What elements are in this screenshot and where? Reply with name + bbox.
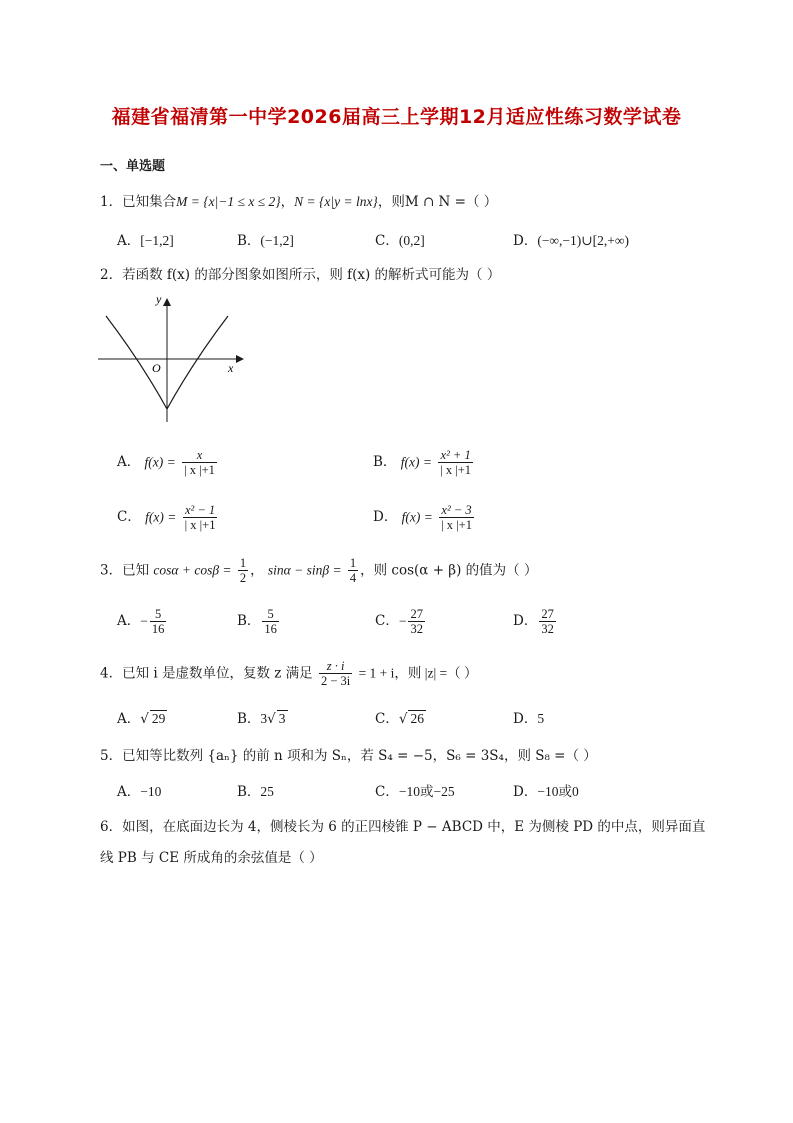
x-label: x <box>228 361 234 375</box>
fraction: $\frac{\text{x² − 1}}{| x |+1}$ <box>184 503 216 533</box>
q1-set-n: N = {x|y = lnx} <box>294 194 378 209</box>
q4-option-a[interactable]: A．√ 29 <box>117 711 166 727</box>
question-2: 2．若函数 f(x) 的部分图象如图所示，则 f(x) 的解析式可能为（ ） <box>100 267 501 283</box>
question-6-line-2: 线 PB 与 CE 所成角的余弦值是（ ） <box>100 850 323 866</box>
q2-option-a[interactable]: A． f(x) = $\frac{x}{| x |+1}$ <box>117 448 215 478</box>
q2-option-b[interactable]: B． f(x) = $\frac{\text{x² + 1}}{| x |+1}$ <box>373 448 472 478</box>
q1-stem: 1．已知集合 <box>100 194 177 210</box>
q3-option-c[interactable]: C．− $\frac{27}{32}$ <box>375 607 423 637</box>
x-axis-arrow <box>236 355 244 363</box>
q5-option-b[interactable]: B．25 <box>237 784 274 800</box>
q1-option-c[interactable]: C．(0,2] <box>375 233 425 249</box>
q4-option-d[interactable]: D．5 <box>513 711 545 727</box>
y-label: y <box>156 292 162 306</box>
fraction: $\frac{\text{x² + 1}}{| x |+1}$ <box>440 448 472 478</box>
q5-option-d[interactable]: D．−10或0 <box>513 784 579 800</box>
question-5: 5．已知等比数列 {aₙ} 的前 n 项和为 Sₙ，若 S₄ = −5，S₆ = 3S₄，则 S₈ =（ ） <box>100 748 597 764</box>
q1-option-d[interactable]: D．(−∞,−1)∪[2,+∞) <box>513 233 629 249</box>
q1-sep: ， <box>280 194 295 210</box>
section-heading: 一、单选题 <box>100 159 166 174</box>
q5-option-c[interactable]: C．−10或−25 <box>375 784 455 800</box>
q1-tail: ，则M ∩ N =（ ） <box>377 194 498 210</box>
curve-right <box>167 316 228 409</box>
q1-option-a[interactable]: A．[−1,2] <box>117 233 174 249</box>
q3-option-b[interactable]: B． $\frac{5}{16}$ <box>237 607 277 637</box>
q1-option-b[interactable]: B．(−1,2] <box>237 233 294 249</box>
q4-option-c[interactable]: C．√ 26 <box>375 711 424 727</box>
q3-option-a[interactable]: A．− $\frac{5}{16}$ <box>117 607 165 637</box>
question-1 <box>100 190 497 210</box>
fraction: $\frac{\text{x² − 3}}{| x |+1}$ <box>441 503 472 533</box>
fraction: $\frac{z \cdot i}{2 - 3i}$ <box>320 659 351 689</box>
function-graph <box>96 290 246 425</box>
fraction: $\frac{1}{4}$ <box>349 556 357 586</box>
question-3: 3．已知 cosα + cosβ = $\frac{1}{2}$ ， sinα − sinβ = $\frac{1}{4}$ ，则 cos(α + β) 的值为（ ） <box>100 556 538 586</box>
q5-option-a[interactable]: A．−10 <box>117 784 162 800</box>
q1-set-m: M = {x|−1 ≤ x ≤ 2} <box>176 194 281 209</box>
q2-option-c[interactable]: C． f(x) = $\frac{\text{x² − 1}}{| x |+1}$ <box>117 503 216 533</box>
fraction: $\frac{1}{2}$ <box>239 556 247 586</box>
q2-option-d[interactable]: D． f(x) = $\frac{\text{x² − 3}}{| x |+1}$ <box>373 503 472 533</box>
q4-option-b[interactable]: B．3√ 3 <box>237 711 286 727</box>
origin-label: O <box>152 361 161 375</box>
question-6-line-1: 6．如图，在底面边长为 4，侧棱长为 6 的正四棱锥 P − ABCD 中，E 为侧棱 PD 的中点，则异面直 <box>100 819 706 835</box>
question-4: 4．已知 i 是虚数单位，复数 z 满足 $\frac{z \cdot i}{2 - 3i}$ = 1 + i，则 |z| =（ ） <box>100 659 478 689</box>
page-title: 福建省福清第一中学2026届高三上学期12月适应性练习数学试卷 <box>111 106 682 128</box>
q3-option-d[interactable]: D． $\frac{27}{32}$ <box>513 607 554 637</box>
fraction: $\frac{x}{| x |+1}$ <box>184 448 215 478</box>
y-axis-arrow <box>163 298 171 306</box>
